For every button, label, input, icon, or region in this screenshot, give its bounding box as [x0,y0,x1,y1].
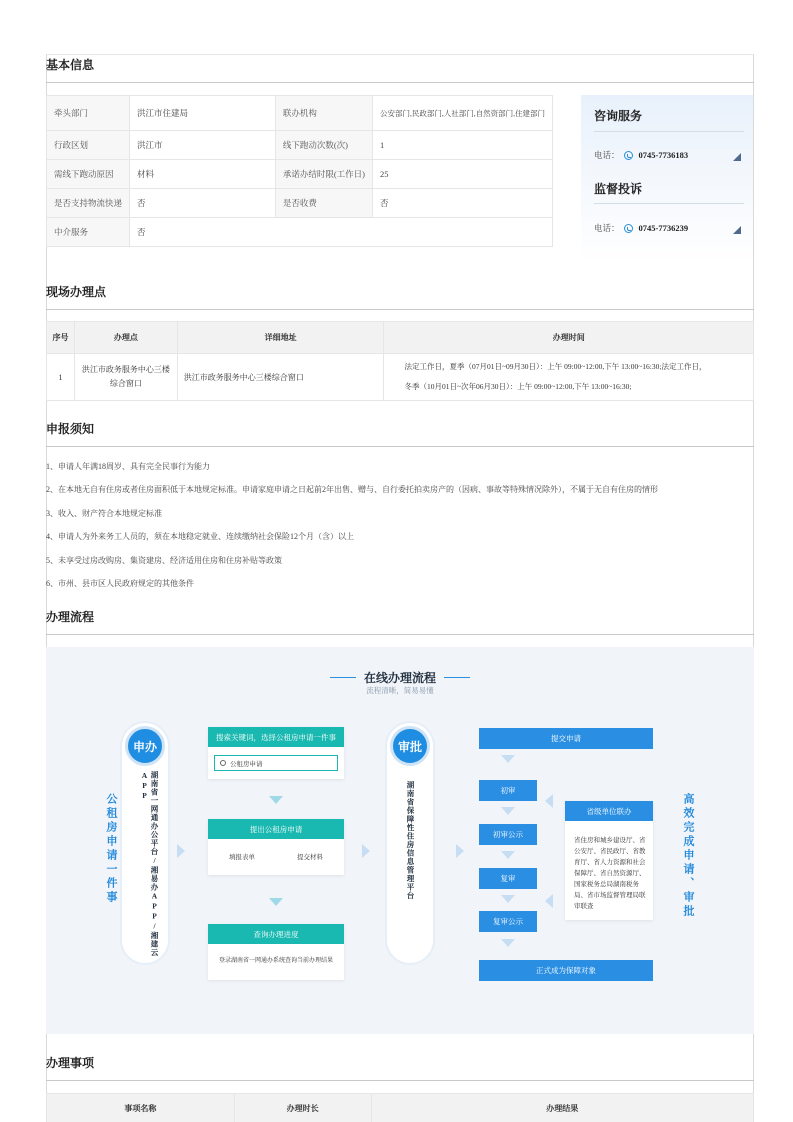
consult-panel [581,95,753,263]
note-item: 4、申请人为外来务工人员的，须在本地稳定就业、连续缴纳社会保险12个月（含）以上 [46,532,354,541]
material-label: 提交材料 [297,854,323,861]
tel-label: 电话： [594,223,620,233]
arrow-left-icon [545,894,553,908]
arrow-down-icon [501,895,515,903]
section-divider [46,309,754,310]
section-divider [46,82,754,83]
complaint-phone-number[interactable]: 0745-7736239 [638,223,689,233]
note-item: 5、未享受过房改购房、集资建房、经济适用住房和住房补贴等政策 [46,556,282,565]
field-label: 线下跑动次数(次) [275,131,372,160]
phone-icon [624,151,633,160]
section-title-basic: 基本信息 [46,58,95,72]
section-title-process: 办理流程 [46,610,95,624]
progress-text: 登录湖南省一网通办系统查询当前办理结果 [218,958,333,964]
progress-step-head: 查询办理进度 [208,924,344,944]
column-header: 办理时长 [234,1094,371,1122]
table-row [47,160,553,189]
field-value: 材料 [130,160,276,189]
apply-badge: 申办 [125,726,165,766]
consult-title: 咨询服务 [594,109,643,123]
arrow-down-icon [501,755,515,763]
cell-address: 洪江市政务服务中心三楼综合窗口 [177,354,384,401]
joint-review-box [565,801,653,920]
search-input [214,755,338,771]
site-name-line: 洪江市政务服务中心三楼 [81,365,170,374]
column-header: 序号 [47,322,75,354]
section-divider [46,1080,754,1081]
step-final: 正式成为保障对象 [479,960,653,981]
step-submit: 提交申请 [479,728,653,749]
field-label: 牵头部门 [47,96,130,131]
column-header: 办理时间 [384,322,754,354]
column-header: 办理点 [74,322,177,354]
hours-line: 冬季（10月01日~次年06月30日）：上午 09:00~12:00,下午 13:00~16:30; [404,382,632,391]
apply-platforms: 湖南省一网通办公平台/湘易办APP/湘建云APP [140,771,159,957]
table-row [47,96,553,131]
left-slogan: 公租房申请一件事 [105,793,118,905]
step-re-review: 复审 [479,868,537,889]
arrow-right-icon [177,844,185,858]
table-row [47,189,553,218]
section-title-notes: 申报须知 [46,422,95,436]
divider [594,203,744,204]
cell-site-name [74,354,177,401]
consult-tel [594,149,688,161]
tel-label: 电话： [594,150,620,160]
arrow-down-icon [501,939,515,947]
section-title-items: 办理事项 [46,1056,95,1070]
step-initial-review: 初审 [479,780,537,801]
note-item: 6、市州、县市区人民政府规定的其他条件 [46,579,194,588]
field-value: 否 [130,189,276,218]
field-label: 需线下跑动原因 [47,160,130,189]
joint-review-head: 省级单位联办 [565,801,653,821]
table-header-row [47,1094,754,1122]
field-label: 承诺办结时限(工作日) [275,160,372,189]
submit-step-head: 提出公租房申请 [208,819,344,839]
approve-badge: 审批 [390,726,430,766]
cell-no: 1 [47,354,75,401]
right-slogan: 高效完成申请、审批 [682,793,695,919]
search-icon [220,760,226,766]
field-value: 洪江市住建局 [130,96,276,131]
arrow-right-icon [456,844,464,858]
joint-review-text: 省住房和城乡建设厅、省公安厅、省民政厅、省教育厅、省人力资源和社会保障厅、省自然资源厅、国家税务总局湖南税务局、省市场监督管理局联审联查 [574,837,646,910]
column-header: 详细地址 [177,322,384,354]
arrow-right-icon [362,844,370,858]
progress-step [208,924,344,980]
field-label: 联办机构 [275,96,372,131]
arrow-down-icon [501,851,515,859]
site-table [46,321,754,401]
flow-title: 在线办理流程 [363,671,436,685]
arrow-down-icon [269,796,283,804]
form-label: 填报表单 [229,854,255,861]
arrow-down-icon [501,807,515,815]
section-divider [46,634,754,635]
phone-icon [624,224,633,233]
consult-phone-number[interactable]: 0745-7736183 [638,150,689,160]
search-value: 公租房申请 [230,760,263,768]
field-value: 公安部门,民政部门,人社部门,自然资部门,住建部门 [373,96,553,131]
complaint-tel [594,222,688,234]
corner-arrow-icon [733,153,741,161]
field-value: 否 [373,189,553,218]
field-label: 中介服务 [47,218,130,247]
field-value: 1 [373,131,553,160]
search-step [208,727,344,779]
divider [594,131,744,132]
complaint-title: 监督投诉 [594,182,643,196]
note-item: 3、收入、财产符合本地规定标准 [46,509,162,518]
field-label: 是否收费 [275,189,372,218]
field-value: 25 [373,160,553,189]
step-initial-publicity: 初审公示 [479,824,537,845]
arrow-left-icon [545,794,553,808]
table-row [47,131,553,160]
basic-info-table [46,95,553,247]
section-title-site: 现场办理点 [46,285,107,299]
submit-step [208,819,344,875]
approve-platform: 湖南省保障性住房信息管理平台 [406,781,415,900]
table-header-row [47,322,754,354]
flow-subtitle: 流程清晰，简易易懂 [366,686,434,695]
field-label: 是否支持物流快递 [47,189,130,218]
hours-line: 法定工作日，夏季（07月01日~09月30日）：上午 09:00~12:00,下午 13:00~16:30;法定工作日， [404,362,707,371]
step-re-publicity: 复审公示 [479,911,537,932]
arrow-down-icon [269,898,283,906]
section-divider [46,446,754,447]
field-value: 洪江市 [130,131,276,160]
table-row [47,354,754,401]
process-diagram [46,647,754,1034]
cell-hours [384,354,754,401]
table-row [47,218,553,247]
note-item: 1、申请人年满18周岁、具有完全民事行为能力 [46,462,210,471]
column-header: 事项名称 [47,1094,235,1122]
corner-arrow-icon [733,226,741,234]
field-value: 否 [130,218,553,247]
field-label: 行政区划 [47,131,130,160]
items-table [46,1093,754,1122]
note-item: 2、在本地无自有住房或者住房面积低于本地规定标准。申请家庭申请之日起前2年出售、赠与、自行委托拍卖房产的（因病、事故等特殊情况除外），不属于无自有住房的情形 [46,485,658,494]
site-name-line: 综合窗口 [109,379,142,388]
column-header: 办理结果 [371,1094,753,1122]
search-step-head: 搜索关键词，选择公租房申请一件事 [208,727,344,747]
